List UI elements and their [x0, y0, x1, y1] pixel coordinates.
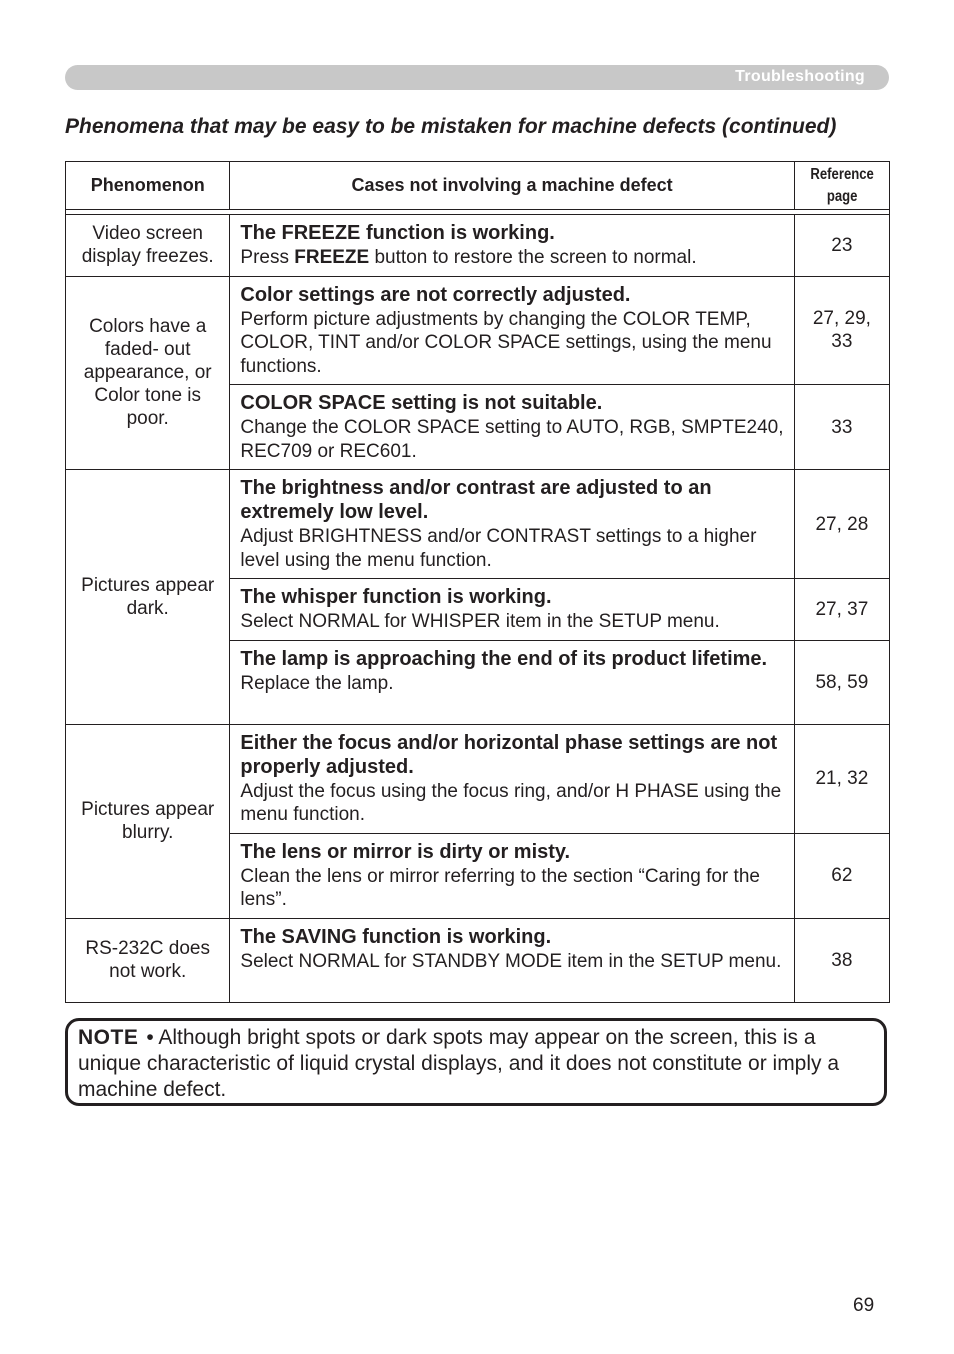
note-box [65, 1018, 887, 1106]
section-header-bar [65, 65, 889, 90]
column-header-phenomenon: Phenomenon [66, 162, 230, 210]
case-title: The brightness and/or contrast are adjusted to an extremely low level. [240, 477, 712, 523]
case-description: Select NORMAL for WHISPER item in the SETUP menu. [240, 611, 720, 632]
case-title: Either the focus and/or horizontal phase settings are not properly adjusted. [240, 731, 778, 778]
column-header-cases: Cases not involving a machine defect [230, 162, 794, 210]
table-header-row [66, 162, 890, 210]
case-title: The lamp is approaching the end of its product lifetime. [240, 647, 768, 670]
case-description: Adjust BRIGHTNESS and/or CONTRAST settings to a higher level using the menu function. [240, 526, 757, 571]
case-cell [230, 640, 794, 724]
table-row [66, 724, 890, 833]
reference-cell: 62 [794, 833, 889, 918]
case-title: The lens or mirror is dirty or misty. [240, 840, 571, 863]
case-cell [230, 724, 794, 833]
page-number: 69 [853, 1295, 875, 1316]
case-title: Color settings are not correctly adjusted. [240, 283, 631, 306]
reference-cell: 58, 59 [794, 640, 889, 724]
reference-cell: 23 [794, 215, 889, 277]
note-label: NOTE [78, 1026, 139, 1049]
case-title: COLOR SPACE setting is not suitable. [240, 392, 603, 414]
reference-cell: 27, 28 [794, 470, 889, 579]
case-description: Replace the lamp. [240, 672, 394, 694]
case-title: The FREEZE function is working. [240, 222, 555, 244]
phenomenon-cell: Pictures appear dark. [66, 470, 230, 725]
case-cell [230, 918, 794, 1002]
column-header-reference-page [794, 162, 889, 210]
reference-cell: 27, 29, 33 [794, 276, 889, 385]
case-description: Clean the lens or mirror referring to the section “Caring for the lens”. [240, 865, 760, 910]
case-cell [230, 470, 794, 579]
freeze-button-label: FREEZE [294, 247, 370, 268]
reference-cell: 38 [794, 918, 889, 1002]
case-cell [230, 579, 794, 641]
case-description: Perform picture adjustments by changing the COLOR TEMP, COLOR, TINT and/or COLOR SPACE settings, using the menu functions. [240, 308, 772, 377]
table-row [66, 918, 890, 1002]
case-title: The SAVING function is working. [240, 925, 552, 948]
section-label: Troubleshooting [735, 68, 865, 85]
troubleshooting-table [65, 161, 890, 1003]
reference-cell: 21, 32 [794, 724, 889, 833]
page-title: Phenomena that may be easy to be mistaken for machine defects (continued) [65, 115, 837, 138]
reference-cell: 33 [794, 385, 889, 470]
table-row [66, 215, 890, 277]
phenomenon-cell: RS-232C does not work. [66, 918, 230, 1002]
case-cell [230, 276, 794, 385]
phenomenon-cell: Pictures appear blurry. [66, 724, 230, 918]
case-cell [230, 385, 794, 470]
case-description: Change the COLOR SPACE setting to AUTO, RGB, SMPTE240, REC709 or REC601. [240, 417, 784, 462]
case-cell [230, 833, 794, 918]
case-description: Select NORMAL for STANDBY MODE item in the SETUP menu. [240, 950, 782, 972]
column-header-reference-line2: page [826, 187, 858, 205]
table-row [66, 276, 890, 385]
table-row [66, 470, 890, 579]
case-description: Adjust the focus using the focus ring, and/or H PHASE using the menu function. [240, 780, 782, 825]
case-title: The whisper function is working. [240, 586, 552, 608]
column-header-reference-line1: Reference [810, 165, 874, 183]
case-description: Press FREEZE button to restore the screen to normal. [240, 247, 697, 268]
phenomenon-cell: Video screen display freezes. [66, 215, 230, 277]
reference-cell: 27, 37 [794, 579, 889, 641]
case-cell [230, 215, 794, 277]
note-text: • Although bright spots or dark spots may appear on the screen, this is a unique characteristic of liquid crystal displays, and it does not constitute or imply a machine defect. [78, 1026, 840, 1101]
phenomenon-cell: Colors have a faded- out appearance, or Color tone is poor. [66, 276, 230, 470]
